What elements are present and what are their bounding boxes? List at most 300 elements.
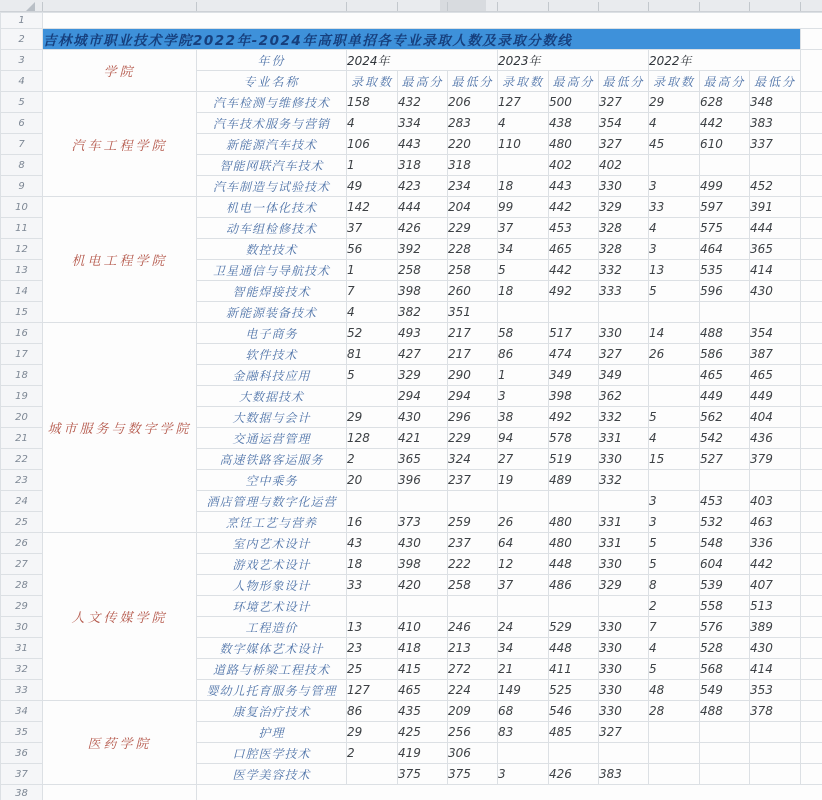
major-name-cell[interactable]: 康复治疗技术 (197, 701, 347, 722)
value-cell[interactable]: 327 (599, 344, 649, 365)
row-number[interactable]: 38 (1, 785, 43, 800)
value-cell[interactable]: 3 (498, 386, 549, 407)
metric-header-admitted[interactable]: 录取数 (649, 71, 700, 92)
row-number[interactable]: 12 (1, 239, 43, 260)
value-cell[interactable]: 2 (649, 596, 700, 617)
empty-value-cell[interactable] (649, 365, 700, 386)
empty-value-cell[interactable] (649, 155, 700, 176)
value-cell[interactable]: 56 (347, 239, 398, 260)
major-name-cell[interactable]: 烹饪工艺与营养 (197, 512, 347, 533)
value-cell[interactable]: 327 (599, 92, 649, 113)
value-cell[interactable]: 37 (498, 218, 549, 239)
value-cell[interactable]: 318 (448, 155, 498, 176)
row-number[interactable]: 31 (1, 638, 43, 659)
value-cell[interactable]: 1 (347, 260, 398, 281)
value-cell[interactable]: 318 (398, 155, 448, 176)
empty-cell[interactable] (801, 533, 822, 554)
value-cell[interactable]: 444 (398, 197, 448, 218)
value-cell[interactable]: 513 (750, 596, 801, 617)
row-number[interactable]: 7 (1, 134, 43, 155)
value-cell[interactable]: 558 (700, 596, 750, 617)
value-cell[interactable]: 604 (700, 554, 750, 575)
value-cell[interactable]: 19 (498, 470, 549, 491)
major-name-cell[interactable]: 数字媒体艺术设计 (197, 638, 347, 659)
empty-cell[interactable] (801, 764, 822, 785)
value-cell[interactable]: 58 (498, 323, 549, 344)
empty-cell[interactable] (801, 197, 822, 218)
value-cell[interactable]: 29 (649, 92, 700, 113)
row-number[interactable]: 17 (1, 344, 43, 365)
value-cell[interactable]: 83 (498, 722, 549, 743)
college-name-cell[interactable]: 人文传媒学院 (43, 533, 197, 701)
college-name-cell[interactable]: 城市服务与数字学院 (43, 323, 197, 533)
major-name-cell[interactable]: 口腔医学技术 (197, 743, 347, 764)
metric-header-admitted[interactable]: 录取数 (347, 71, 398, 92)
empty-value-cell[interactable] (750, 302, 801, 323)
empty-value-cell[interactable] (599, 743, 649, 764)
empty-value-cell[interactable] (649, 470, 700, 491)
value-cell[interactable]: 33 (347, 575, 398, 596)
major-header[interactable]: 专业名称 (197, 71, 347, 92)
value-cell[interactable]: 365 (750, 239, 801, 260)
major-name-cell[interactable]: 游戏艺术设计 (197, 554, 347, 575)
row-number[interactable]: 20 (1, 407, 43, 428)
value-cell[interactable]: 421 (398, 428, 448, 449)
column-header-strip[interactable] (0, 0, 822, 12)
row-number[interactable]: 35 (1, 722, 43, 743)
value-cell[interactable]: 430 (750, 638, 801, 659)
row-number[interactable]: 10 (1, 197, 43, 218)
major-name-cell[interactable]: 婴幼儿托育服务与管理 (197, 680, 347, 701)
value-cell[interactable]: 331 (599, 428, 649, 449)
value-cell[interactable]: 26 (498, 512, 549, 533)
value-cell[interactable]: 402 (599, 155, 649, 176)
metric-header-max[interactable]: 最高分 (700, 71, 750, 92)
empty-value-cell[interactable] (700, 155, 750, 176)
value-cell[interactable]: 463 (750, 512, 801, 533)
value-cell[interactable]: 18 (498, 281, 549, 302)
value-cell[interactable]: 5 (649, 554, 700, 575)
year-2023-header[interactable]: 2023年 (498, 50, 649, 71)
empty-value-cell[interactable] (549, 596, 599, 617)
value-cell[interactable]: 33 (649, 197, 700, 218)
value-cell[interactable]: 486 (549, 575, 599, 596)
value-cell[interactable]: 426 (549, 764, 599, 785)
value-cell[interactable]: 260 (448, 281, 498, 302)
value-cell[interactable]: 528 (700, 638, 750, 659)
major-name-cell[interactable]: 新能源装备技术 (197, 302, 347, 323)
value-cell[interactable]: 453 (700, 491, 750, 512)
value-cell[interactable]: 546 (549, 701, 599, 722)
empty-value-cell[interactable] (750, 470, 801, 491)
value-cell[interactable]: 562 (700, 407, 750, 428)
value-cell[interactable]: 597 (700, 197, 750, 218)
empty-cell[interactable] (801, 680, 822, 701)
value-cell[interactable]: 49 (347, 176, 398, 197)
value-cell[interactable]: 330 (599, 680, 649, 701)
value-cell[interactable]: 403 (750, 491, 801, 512)
value-cell[interactable]: 18 (347, 554, 398, 575)
major-name-cell[interactable]: 数控技术 (197, 239, 347, 260)
value-cell[interactable]: 628 (700, 92, 750, 113)
empty-cell[interactable] (801, 701, 822, 722)
empty-value-cell[interactable] (549, 743, 599, 764)
value-cell[interactable]: 224 (448, 680, 498, 701)
major-name-cell[interactable]: 动车组检修技术 (197, 218, 347, 239)
value-cell[interactable]: 415 (398, 659, 448, 680)
empty-value-cell[interactable] (398, 491, 448, 512)
empty-value-cell[interactable] (498, 596, 549, 617)
value-cell[interactable]: 362 (599, 386, 649, 407)
row-number[interactable]: 22 (1, 449, 43, 470)
value-cell[interactable]: 16 (347, 512, 398, 533)
value-cell[interactable]: 209 (448, 701, 498, 722)
major-name-cell[interactable]: 高速铁路客运服务 (197, 449, 347, 470)
row-number[interactable]: 36 (1, 743, 43, 764)
value-cell[interactable]: 237 (448, 470, 498, 491)
value-cell[interactable]: 465 (549, 239, 599, 260)
select-all-corner-icon[interactable] (26, 2, 35, 11)
major-name-cell[interactable]: 智能焊接技术 (197, 281, 347, 302)
empty-value-cell[interactable] (347, 386, 398, 407)
value-cell[interactable]: 7 (347, 281, 398, 302)
value-cell[interactable]: 465 (750, 365, 801, 386)
value-cell[interactable]: 86 (347, 701, 398, 722)
value-cell[interactable]: 34 (498, 239, 549, 260)
value-cell[interactable]: 488 (700, 701, 750, 722)
year-2024-header[interactable]: 2024年 (347, 50, 498, 71)
value-cell[interactable]: 222 (448, 554, 498, 575)
value-cell[interactable]: 149 (498, 680, 549, 701)
major-name-cell[interactable]: 道路与桥梁工程技术 (197, 659, 347, 680)
value-cell[interactable]: 373 (398, 512, 448, 533)
metric-header-min[interactable]: 最低分 (750, 71, 801, 92)
value-cell[interactable]: 327 (599, 134, 649, 155)
value-cell[interactable]: 5 (649, 659, 700, 680)
value-cell[interactable]: 542 (700, 428, 750, 449)
value-cell[interactable]: 21 (498, 659, 549, 680)
value-cell[interactable]: 237 (448, 533, 498, 554)
value-cell[interactable]: 430 (398, 407, 448, 428)
empty-value-cell[interactable] (700, 470, 750, 491)
value-cell[interactable]: 449 (750, 386, 801, 407)
empty-value-cell[interactable] (549, 491, 599, 512)
value-cell[interactable]: 110 (498, 134, 549, 155)
value-cell[interactable]: 12 (498, 554, 549, 575)
value-cell[interactable]: 27 (498, 449, 549, 470)
value-cell[interactable]: 334 (398, 113, 448, 134)
value-cell[interactable]: 29 (347, 722, 398, 743)
empty-value-cell[interactable] (649, 764, 700, 785)
value-cell[interactable]: 391 (750, 197, 801, 218)
value-cell[interactable]: 4 (347, 113, 398, 134)
value-cell[interactable]: 3 (649, 491, 700, 512)
value-cell[interactable]: 378 (750, 701, 801, 722)
value-cell[interactable]: 25 (347, 659, 398, 680)
row-number[interactable]: 6 (1, 113, 43, 134)
empty-cell[interactable] (801, 449, 822, 470)
row-number[interactable]: 11 (1, 218, 43, 239)
value-cell[interactable]: 438 (549, 113, 599, 134)
value-cell[interactable]: 256 (448, 722, 498, 743)
value-cell[interactable]: 499 (700, 176, 750, 197)
value-cell[interactable]: 330 (599, 323, 649, 344)
row-number[interactable]: 30 (1, 617, 43, 638)
value-cell[interactable]: 426 (398, 218, 448, 239)
major-name-cell[interactable]: 新能源汽车技术 (197, 134, 347, 155)
empty-cell[interactable] (801, 323, 822, 344)
value-cell[interactable]: 331 (599, 533, 649, 554)
value-cell[interactable]: 4 (649, 218, 700, 239)
value-cell[interactable]: 7 (649, 617, 700, 638)
empty-cell[interactable] (801, 554, 822, 575)
empty-cell[interactable] (801, 638, 822, 659)
row-number[interactable]: 33 (1, 680, 43, 701)
value-cell[interactable]: 480 (549, 134, 599, 155)
major-name-cell[interactable]: 软件技术 (197, 344, 347, 365)
value-cell[interactable]: 1 (498, 365, 549, 386)
empty-value-cell[interactable] (599, 596, 649, 617)
value-cell[interactable]: 294 (398, 386, 448, 407)
value-cell[interactable]: 398 (398, 281, 448, 302)
empty-cell[interactable] (801, 470, 822, 491)
value-cell[interactable]: 427 (398, 344, 448, 365)
value-cell[interactable]: 425 (398, 722, 448, 743)
value-cell[interactable]: 37 (347, 218, 398, 239)
row-number[interactable]: 14 (1, 281, 43, 302)
empty-cell[interactable] (801, 92, 822, 113)
empty-cell[interactable] (801, 260, 822, 281)
empty-cell[interactable] (801, 428, 822, 449)
value-cell[interactable]: 328 (599, 239, 649, 260)
value-cell[interactable]: 444 (750, 218, 801, 239)
empty-value-cell[interactable] (498, 743, 549, 764)
value-cell[interactable]: 442 (750, 554, 801, 575)
metric-header-max[interactable]: 最高分 (398, 71, 448, 92)
value-cell[interactable]: 294 (448, 386, 498, 407)
empty-value-cell[interactable] (649, 743, 700, 764)
major-name-cell[interactable]: 工程造价 (197, 617, 347, 638)
value-cell[interactable]: 86 (498, 344, 549, 365)
value-cell[interactable]: 365 (398, 449, 448, 470)
value-cell[interactable]: 23 (347, 638, 398, 659)
value-cell[interactable]: 382 (398, 302, 448, 323)
major-name-cell[interactable]: 金融科技应用 (197, 365, 347, 386)
value-cell[interactable]: 45 (649, 134, 700, 155)
value-cell[interactable]: 532 (700, 512, 750, 533)
value-cell[interactable]: 500 (549, 92, 599, 113)
value-cell[interactable]: 220 (448, 134, 498, 155)
empty-cell[interactable] (801, 575, 822, 596)
value-cell[interactable]: 443 (549, 176, 599, 197)
value-cell[interactable]: 4 (649, 428, 700, 449)
value-cell[interactable]: 258 (398, 260, 448, 281)
value-cell[interactable]: 234 (448, 176, 498, 197)
value-cell[interactable]: 330 (599, 638, 649, 659)
empty-value-cell[interactable] (700, 764, 750, 785)
value-cell[interactable]: 333 (599, 281, 649, 302)
value-cell[interactable]: 258 (448, 260, 498, 281)
empty-value-cell[interactable] (398, 596, 448, 617)
value-cell[interactable]: 549 (700, 680, 750, 701)
value-cell[interactable]: 213 (448, 638, 498, 659)
value-cell[interactable]: 353 (750, 680, 801, 701)
major-name-cell[interactable]: 卫星通信与导航技术 (197, 260, 347, 281)
major-name-cell[interactable]: 交通运营管理 (197, 428, 347, 449)
empty-cell[interactable] (801, 386, 822, 407)
major-name-cell[interactable]: 室内艺术设计 (197, 533, 347, 554)
major-name-cell[interactable]: 电子商务 (197, 323, 347, 344)
value-cell[interactable]: 379 (750, 449, 801, 470)
empty-cell[interactable] (801, 722, 822, 743)
value-cell[interactable]: 398 (549, 386, 599, 407)
value-cell[interactable]: 327 (599, 722, 649, 743)
value-cell[interactable]: 272 (448, 659, 498, 680)
empty-cell[interactable] (801, 365, 822, 386)
empty-value-cell[interactable] (750, 764, 801, 785)
value-cell[interactable]: 18 (498, 176, 549, 197)
row-number[interactable]: 4 (1, 71, 43, 92)
value-cell[interactable]: 259 (448, 512, 498, 533)
value-cell[interactable]: 4 (649, 113, 700, 134)
value-cell[interactable]: 296 (448, 407, 498, 428)
value-cell[interactable]: 283 (448, 113, 498, 134)
value-cell[interactable]: 336 (750, 533, 801, 554)
value-cell[interactable]: 13 (347, 617, 398, 638)
value-cell[interactable]: 407 (750, 575, 801, 596)
row-number[interactable]: 16 (1, 323, 43, 344)
value-cell[interactable]: 354 (599, 113, 649, 134)
row-number[interactable]: 23 (1, 470, 43, 491)
value-cell[interactable]: 404 (750, 407, 801, 428)
empty-cell[interactable] (801, 218, 822, 239)
value-cell[interactable]: 492 (549, 407, 599, 428)
value-cell[interactable]: 575 (700, 218, 750, 239)
row-number[interactable]: 28 (1, 575, 43, 596)
empty-cell[interactable] (197, 785, 822, 800)
value-cell[interactable]: 15 (649, 449, 700, 470)
value-cell[interactable]: 328 (599, 218, 649, 239)
empty-value-cell[interactable] (448, 491, 498, 512)
value-cell[interactable]: 418 (398, 638, 448, 659)
value-cell[interactable]: 306 (448, 743, 498, 764)
major-name-cell[interactable]: 酒店管理与数字化运营 (197, 491, 347, 512)
value-cell[interactable]: 48 (649, 680, 700, 701)
value-cell[interactable]: 128 (347, 428, 398, 449)
value-cell[interactable]: 375 (448, 764, 498, 785)
value-cell[interactable]: 354 (750, 323, 801, 344)
value-cell[interactable]: 5 (649, 533, 700, 554)
value-cell[interactable]: 3 (649, 239, 700, 260)
value-cell[interactable]: 464 (700, 239, 750, 260)
value-cell[interactable]: 387 (750, 344, 801, 365)
empty-value-cell[interactable] (649, 722, 700, 743)
value-cell[interactable]: 81 (347, 344, 398, 365)
value-cell[interactable]: 383 (750, 113, 801, 134)
metric-header-min[interactable]: 最低分 (448, 71, 498, 92)
major-name-cell[interactable]: 机电一体化技术 (197, 197, 347, 218)
value-cell[interactable]: 349 (599, 365, 649, 386)
value-cell[interactable]: 330 (599, 617, 649, 638)
row-number[interactable]: 32 (1, 659, 43, 680)
empty-value-cell[interactable] (498, 491, 549, 512)
major-name-cell[interactable]: 环境艺术设计 (197, 596, 347, 617)
value-cell[interactable]: 52 (347, 323, 398, 344)
value-cell[interactable]: 452 (750, 176, 801, 197)
empty-cell[interactable] (801, 743, 822, 764)
empty-value-cell[interactable] (599, 491, 649, 512)
empty-cell[interactable] (43, 13, 822, 29)
value-cell[interactable]: 26 (649, 344, 700, 365)
value-cell[interactable]: 402 (549, 155, 599, 176)
value-cell[interactable]: 2 (347, 743, 398, 764)
major-name-cell[interactable]: 人物形象设计 (197, 575, 347, 596)
value-cell[interactable]: 24 (498, 617, 549, 638)
value-cell[interactable]: 493 (398, 323, 448, 344)
value-cell[interactable]: 519 (549, 449, 599, 470)
value-cell[interactable]: 351 (448, 302, 498, 323)
row-number[interactable]: 3 (1, 50, 43, 71)
value-cell[interactable]: 142 (347, 197, 398, 218)
year-2022-header[interactable]: 2022年 (649, 50, 801, 71)
value-cell[interactable]: 465 (398, 680, 448, 701)
value-cell[interactable]: 517 (549, 323, 599, 344)
value-cell[interactable]: 492 (549, 281, 599, 302)
empty-value-cell[interactable] (549, 302, 599, 323)
value-cell[interactable]: 430 (750, 281, 801, 302)
value-cell[interactable]: 204 (448, 197, 498, 218)
empty-cell[interactable] (801, 596, 822, 617)
value-cell[interactable]: 1 (347, 155, 398, 176)
value-cell[interactable]: 64 (498, 533, 549, 554)
value-cell[interactable]: 37 (498, 575, 549, 596)
row-number[interactable]: 5 (1, 92, 43, 113)
value-cell[interactable]: 480 (549, 512, 599, 533)
value-cell[interactable]: 375 (398, 764, 448, 785)
value-cell[interactable]: 3 (498, 764, 549, 785)
sheet-title[interactable]: 吉林城市职业技术学院2022年-2024年高职单招各专业录取人数及录取分数线 (43, 29, 801, 50)
value-cell[interactable]: 576 (700, 617, 750, 638)
empty-cell[interactable] (801, 155, 822, 176)
value-cell[interactable]: 465 (700, 365, 750, 386)
value-cell[interactable]: 20 (347, 470, 398, 491)
value-cell[interactable]: 349 (549, 365, 599, 386)
value-cell[interactable]: 330 (599, 554, 649, 575)
empty-cell[interactable] (801, 134, 822, 155)
value-cell[interactable]: 330 (599, 176, 649, 197)
value-cell[interactable]: 324 (448, 449, 498, 470)
value-cell[interactable]: 329 (398, 365, 448, 386)
value-cell[interactable]: 383 (599, 764, 649, 785)
empty-cell[interactable] (801, 302, 822, 323)
value-cell[interactable]: 443 (398, 134, 448, 155)
empty-value-cell[interactable] (448, 596, 498, 617)
value-cell[interactable]: 332 (599, 470, 649, 491)
empty-value-cell[interactable] (347, 491, 398, 512)
value-cell[interactable]: 489 (549, 470, 599, 491)
value-cell[interactable]: 448 (549, 638, 599, 659)
value-cell[interactable]: 5 (649, 407, 700, 428)
empty-cell[interactable] (801, 176, 822, 197)
value-cell[interactable]: 548 (700, 533, 750, 554)
value-cell[interactable]: 229 (448, 428, 498, 449)
empty-cell[interactable] (801, 659, 822, 680)
row-number[interactable]: 37 (1, 764, 43, 785)
value-cell[interactable]: 535 (700, 260, 750, 281)
value-cell[interactable]: 474 (549, 344, 599, 365)
value-cell[interactable]: 435 (398, 701, 448, 722)
value-cell[interactable]: 4 (498, 113, 549, 134)
